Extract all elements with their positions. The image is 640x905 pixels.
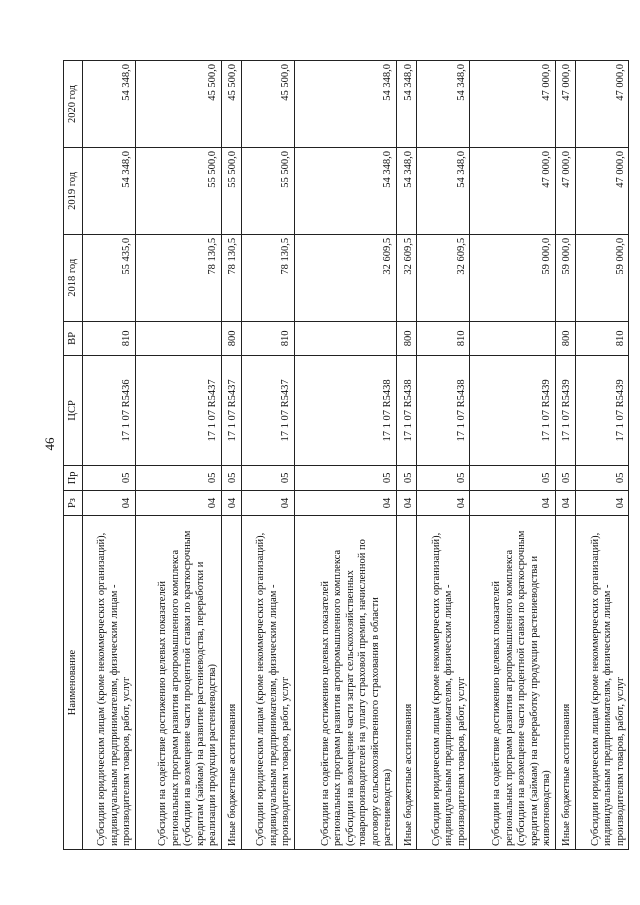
cell-pr: 05 [417,465,470,490]
cell-name: Субсидии юридическим лицам (кроме некоммерческих организаций), индивидуальным предпринимателям, физическим лицам - производителям товаров, работ, услуг [83,516,136,850]
cell-pr: 05 [135,465,221,490]
cell-2019: 55 500,0 [241,147,294,234]
cell-pr: 05 [575,465,628,490]
cell-vr [294,321,396,355]
cell-vr: 810 [83,321,136,355]
cell-2020: 45 500,0 [221,61,241,148]
cell-2019: 55 500,0 [221,147,241,234]
cell-2020: 54 348,0 [294,61,396,148]
header-rz: Рз [64,490,83,515]
cell-csr: 17 1 07 R5439 [470,356,556,466]
cell-name: Субсидии на содействие достижению целевых показателей региональных программ развития агропромышленного комплекса (субсидии на возмещение части процентной ставки по краткосрочным кредитам (займам) на развитие растениеводства, переработки и реализации продукции растениеводства) [135,516,221,850]
header-pr: Пр [64,465,83,490]
cell-2020: 47 000,0 [555,61,575,148]
cell-name: Иные бюджетные ассигнования [221,516,241,850]
cell-csr: 17 1 07 R5437 [221,356,241,466]
budget-table [63,60,629,850]
cell-pr: 05 [294,465,396,490]
table-row [417,61,470,850]
cell-rz: 04 [575,490,628,515]
cell-2020: 54 348,0 [417,61,470,148]
table-row [241,61,294,850]
cell-vr: 810 [575,321,628,355]
cell-vr [470,321,556,355]
header-csr: ЦСР [64,356,83,466]
cell-csr: 17 1 07 R5438 [294,356,396,466]
cell-2018: 59 000,0 [555,234,575,321]
table-body [83,61,629,850]
cell-name: Иные бюджетные ассигнования [396,516,416,850]
cell-2018: 32 609,5 [396,234,416,321]
cell-2019: 47 000,0 [575,147,628,234]
cell-rz: 04 [241,490,294,515]
cell-2018: 59 000,0 [470,234,556,321]
cell-2018: 32 609,5 [294,234,396,321]
cell-pr: 05 [396,465,416,490]
table-row [555,61,575,850]
cell-pr: 05 [221,465,241,490]
cell-rz: 04 [83,490,136,515]
table-row [221,61,241,850]
cell-2018: 32 609,5 [417,234,470,321]
cell-2018: 59 000,0 [575,234,628,321]
cell-pr: 05 [555,465,575,490]
table-row [575,61,628,850]
cell-2018: 55 435,0 [83,234,136,321]
cell-name: Субсидии на содействие достижению целевых показателей региональных программ развития агропромышленного комплекса (субсидии на возмещение части затрат сельскохозяйственных товаропроизводителей на уплату страховой премии, начисленной по договору сельскохозяйственного страхования в области растениеводства) [294,516,396,850]
cell-2020: 54 348,0 [396,61,416,148]
table-header-row [64,61,83,850]
cell-csr: 17 1 07 R5439 [555,356,575,466]
rotated-table-wrapper [63,60,629,850]
cell-2019: 54 348,0 [83,147,136,234]
cell-pr: 05 [470,465,556,490]
header-2020: 2020 год [64,61,83,148]
cell-2020: 54 348,0 [83,61,136,148]
cell-csr: 17 1 07 R5437 [241,356,294,466]
cell-name: Иные бюджетные ассигнования [555,516,575,850]
cell-vr [135,321,221,355]
cell-name: Субсидии юридическим лицам (кроме некоммерческих организаций), индивидуальным предпринимателям, физическим лицам - производителям товаров, работ, услуг [241,516,294,850]
cell-csr: 17 1 07 R5438 [396,356,416,466]
cell-rz: 04 [135,490,221,515]
cell-2020: 47 000,0 [470,61,556,148]
cell-name: Субсидии на содействие достижению целевых показателей региональных программ развития агропромышленного комплекса (субсидии на возмещение части процентной ставки по краткосрочным кредитам (займам) на переработку продукции растениеводства и животноводства) [470,516,556,850]
cell-name: Субсидии юридическим лицам (кроме некоммерческих организаций), индивидуальным предпринимателям, физическим лицам - производителям товаров, работ, услуг [417,516,470,850]
cell-rz: 04 [294,490,396,515]
cell-pr: 05 [241,465,294,490]
cell-2019: 47 000,0 [555,147,575,234]
cell-2020: 47 000,0 [575,61,628,148]
cell-csr: 17 1 07 R5436 [83,356,136,466]
cell-csr: 17 1 07 R5438 [417,356,470,466]
cell-vr: 800 [396,321,416,355]
cell-rz: 04 [221,490,241,515]
cell-vr: 800 [555,321,575,355]
cell-pr: 05 [83,465,136,490]
cell-2019: 54 348,0 [417,147,470,234]
table-row [135,61,221,850]
cell-2019: 54 348,0 [396,147,416,234]
cell-2018: 78 130,5 [135,234,221,321]
cell-csr: 17 1 07 R5437 [135,356,221,466]
cell-rz: 04 [417,490,470,515]
header-name: Наименование [64,516,83,850]
cell-2019: 54 348,0 [294,147,396,234]
table-row [470,61,556,850]
cell-rz: 04 [470,490,556,515]
table-row [294,61,396,850]
cell-rz: 04 [555,490,575,515]
cell-name: Субсидии юридическим лицам (кроме некоммерческих организаций), индивидуальным предпринимателям, физическим лицам - производителям товаров, работ, услуг [575,516,628,850]
cell-csr: 17 1 07 R5439 [575,356,628,466]
cell-vr: 800 [221,321,241,355]
cell-2019: 47 000,0 [470,147,556,234]
header-vr: ВР [64,321,83,355]
cell-2018: 78 130,5 [221,234,241,321]
cell-2020: 45 500,0 [241,61,294,148]
cell-vr: 810 [417,321,470,355]
cell-2020: 45 500,0 [135,61,221,148]
table-row [83,61,136,850]
page-number: 46 [42,437,57,451]
cell-rz: 04 [396,490,416,515]
cell-vr: 810 [241,321,294,355]
header-2019: 2019 год [64,147,83,234]
table-row [396,61,416,850]
cell-2018: 78 130,5 [241,234,294,321]
cell-2019: 55 500,0 [135,147,221,234]
header-2018: 2018 год [64,234,83,321]
